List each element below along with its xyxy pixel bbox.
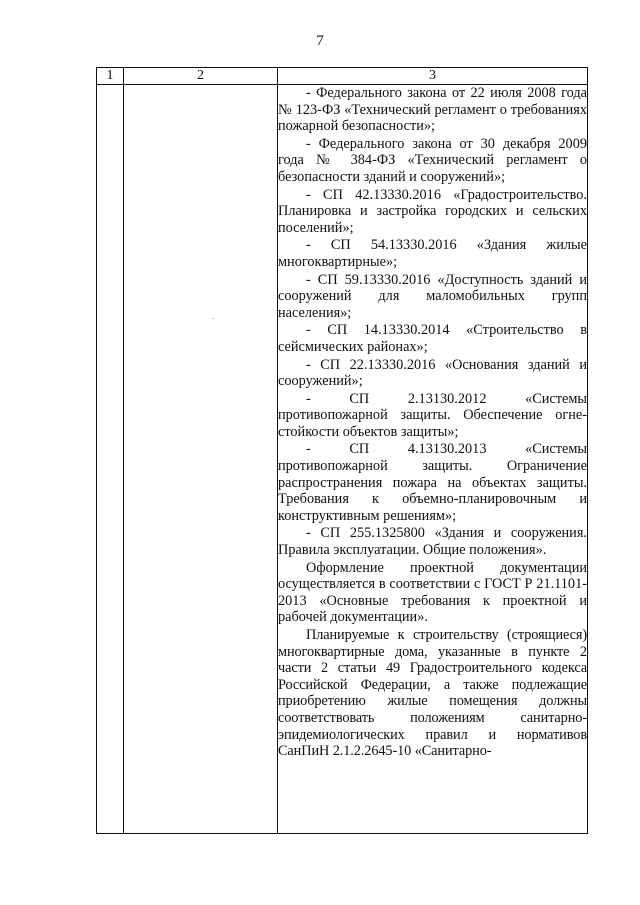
paragraph-fz-123: - Федерального закона от 22 июля 2008 года № 123-ФЗ «Технический регламент о требованиях пожарной безопасности»; (278, 85, 587, 135)
scan-artifact (212, 318, 214, 319)
paragraph-sp-255: - СП 255.1325800 «Здания и сооружения. Правила эксплуатации. Общие положения». (278, 525, 587, 559)
paragraph-fz-384: - Федерального закона от 30 декабря 2009 года № 384-ФЗ «Технический регламент о безопасности зданий и сооружений»; (278, 135, 587, 185)
table-cell-col3 (278, 85, 588, 834)
paragraph-sp-14: - СП 14.13330.2014 «Строительство в сейсмических районах»; (278, 322, 587, 355)
paragraph-sp-2: - СП 2.13130.2012 «Системы противопожарной защиты. Обеспечение огне-стойкости объектов защиты»; (278, 390, 587, 440)
column-header-3: 3 (278, 68, 588, 85)
paragraph-sp-54: - СП 54.13330.2016 «Здания жилые многоквартирные»; (278, 237, 587, 270)
paragraph-sp-22: - СП 22.13330.2016 «Основания зданий и сооружений»; (278, 356, 587, 390)
table-cell-col1 (97, 85, 124, 834)
paragraph-gost: Оформление проектной документации осуществляется в соответствии с ГОСТ Р 21.1101-2013 «Основные требования к проектной и рабочей документации». (278, 559, 587, 626)
paragraph-sp-4: - СП 4.13130.2013 «Системы противопожарной защиты. Ограничение распространения пожара на объектах защиты. Требования к объемно-планировочным и конструктивным решениям»; (278, 441, 587, 524)
table-cell-col2 (124, 85, 278, 834)
column-header-2: 2 (124, 68, 278, 85)
page-number: 7 (316, 33, 324, 49)
paragraph-sanpin: Планируемые к строительству (строящиеся) многоквартирные дома, указанные в пункте 2 части 2 статьи 49 Градостроительного кодекса Российской Федерации, а также подлежащие приобретению жилые помещения должны соответствовать положениям санитарно-эпидемиологических правил и нормативов СанПиН 2.1.2.2645-10 «Санитарно- (278, 627, 587, 760)
paragraph-sp-42: - СП 42.13330.2016 «Градостроительство. Планировка и застройка городских и сельских поселений»; (278, 186, 587, 236)
table-header-row (97, 68, 588, 85)
column-header-1: 1 (97, 68, 124, 85)
requirements-table (96, 67, 588, 834)
paragraph-sp-59: - СП 59.13330.2016 «Доступность зданий и сооружений для маломобильных групп населения»; (278, 271, 587, 321)
table-row (97, 85, 588, 834)
